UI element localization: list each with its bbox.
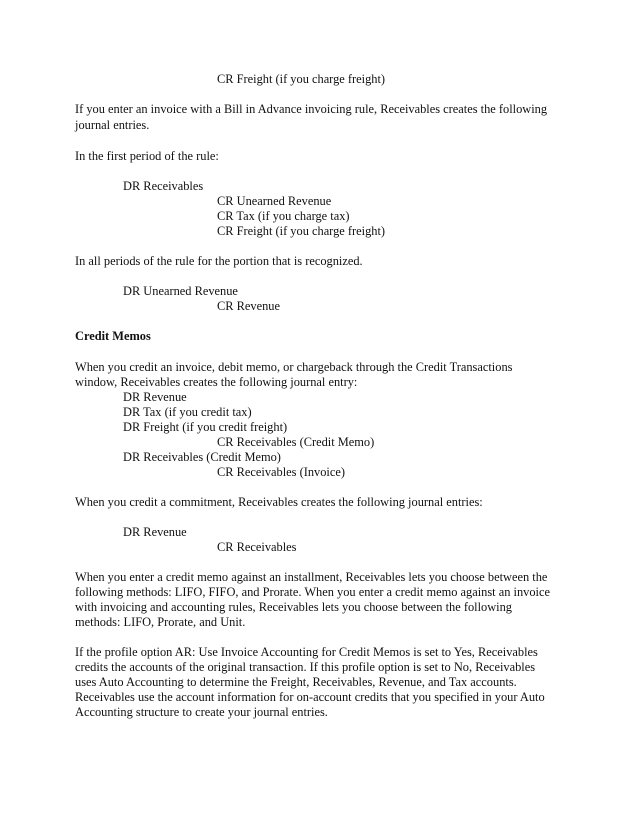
journal-entry-cr-receivables: CR Receivables (217, 540, 297, 554)
journal-entry-dr-revenue: DR Revenue (123, 390, 187, 404)
installment-paragraph-line-3: with invoicing and accounting rules, Receivables lets you choose between the following (75, 600, 512, 614)
profile-paragraph-line-5: Accounting structure to create your journal entries. (75, 705, 328, 719)
bill-in-advance-intro-line-1: If you enter an invoice with a Bill in Advance invoicing rule, Receivables creates the following (75, 102, 548, 116)
profile-paragraph-line-3: uses Auto Accounting to determine the Freight, Receivables, Revenue, and Tax accounts. (75, 675, 517, 689)
installment-paragraph-line-2: following methods: LIFO, FIFO, and Prorate. When you enter a credit memo against an invoice (75, 585, 550, 599)
section-heading-credit-memos: Credit Memos (75, 329, 151, 343)
journal-entry-dr-receivables-credit-memo: DR Receivables (Credit Memo) (123, 450, 281, 464)
first-period-label: In the first period of the rule: (75, 149, 219, 163)
installment-paragraph-line-4: methods: LIFO, Prorate, and Unit. (75, 615, 246, 629)
journal-entry-cr-unearned-revenue: CR Unearned Revenue (217, 194, 332, 208)
installment-paragraph-line-1: When you enter a credit memo against an installment, Receivables lets you choose between the (75, 570, 548, 584)
journal-entry-cr-freight: CR Freight (if you charge freight) (217, 224, 386, 238)
profile-paragraph-line-2: credits the accounts of the original transaction. If this profile option is set to No, Receivables (75, 660, 536, 674)
journal-entry-cr-tax: CR Tax (if you charge tax) (217, 209, 350, 223)
commitment-text: When you credit a commitment, Receivables creates the following journal entries: (75, 495, 483, 509)
journal-entry-cr-receivables-invoice: CR Receivables (Invoice) (217, 465, 345, 479)
credit-memos-intro-line-1: When you credit an invoice, debit memo, or chargeback through the Credit Transactions (75, 360, 513, 374)
journal-entry-cr-receivables-credit-memo: CR Receivables (Credit Memo) (217, 435, 375, 449)
journal-entry-dr-freight: DR Freight (if you credit freight) (123, 420, 288, 434)
all-periods-label: In all periods of the rule for the portion that is recognized. (75, 254, 363, 268)
credit-memos-intro-line-2: window, Receivables creates the following journal entry: (75, 375, 358, 389)
bill-in-advance-intro-line-2: journal entries. (75, 118, 150, 132)
journal-entry-dr-tax: DR Tax (if you credit tax) (123, 405, 252, 419)
profile-paragraph-line-1: If the profile option AR: Use Invoice Accounting for Credit Memos is set to Yes, Receivables (75, 645, 538, 659)
journal-entry-cr-revenue: CR Revenue (217, 299, 280, 313)
journal-entry-dr-revenue: DR Revenue (123, 525, 187, 539)
journal-entry-cr-freight: CR Freight (if you charge freight) (217, 72, 386, 86)
journal-entry-dr-receivables: DR Receivables (123, 179, 204, 193)
journal-entry-dr-unearned-revenue: DR Unearned Revenue (123, 284, 238, 298)
profile-paragraph-line-4: Receivables use the account information for on-account credits that you specified in your Auto (75, 690, 545, 704)
